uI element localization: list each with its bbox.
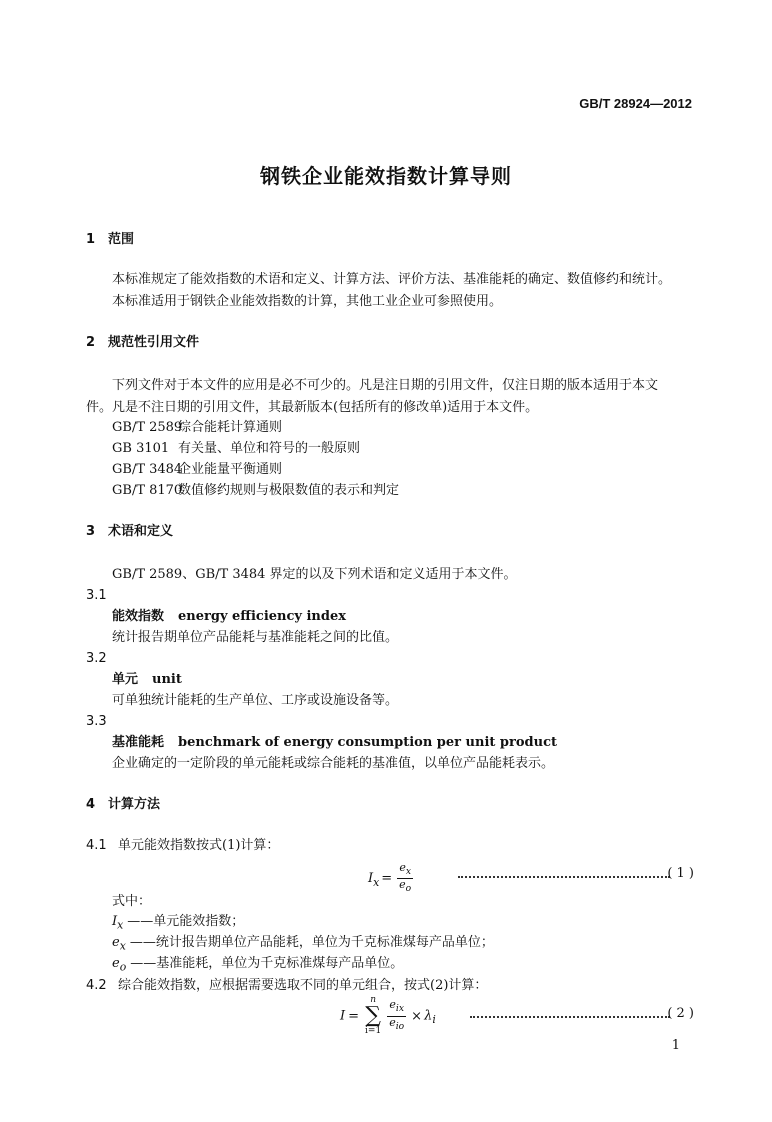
eq-fraction [397, 862, 413, 895]
sum-upper-limit: n [370, 995, 377, 1005]
equation-number: ( 2 ) [667, 1006, 694, 1021]
subclause-number: 4.2 [86, 978, 107, 993]
equation-number: ( 1 ) [667, 866, 694, 881]
section-4-heading [86, 795, 160, 815]
equation-1 [368, 862, 416, 897]
reference-title: 企业能量平衡通则 [178, 462, 283, 477]
reference-title: 有关量、单位和符号的一般原则 [178, 441, 361, 456]
term-heading [112, 733, 557, 753]
subclause-number: 4.1 [86, 838, 107, 853]
reference-code: GB/T 3484 [112, 462, 183, 477]
eq-fraction [387, 999, 406, 1032]
term-heading [112, 607, 346, 627]
var-subscript: o [119, 960, 127, 974]
eq-equals: = [381, 871, 393, 887]
eq-denominator: e [389, 1015, 396, 1029]
section-number: 3 [86, 524, 96, 539]
var-symbol: e [112, 956, 120, 971]
reference-item [112, 418, 282, 438]
leader-dots [458, 876, 670, 878]
term-definition: 可单独统计能耗的生产单位、工序或设施设备等。 [112, 693, 399, 708]
variable-definition [112, 954, 403, 978]
var-description: ——基准能耗，单位为千克标准煤每产品单位。 [130, 956, 404, 971]
section-title: 规范性引用文件 [108, 335, 200, 350]
reference-item [112, 481, 399, 501]
section-2-heading [86, 333, 199, 353]
reference-title: 数值修约规则与极限数值的表示和判定 [178, 483, 400, 498]
term-english: benchmark of energy consumption per unit product [178, 735, 557, 750]
var-description: ——单元能效指数； [127, 914, 245, 929]
eq-numerator: e [389, 998, 396, 1012]
section-title: 计算方法 [108, 797, 161, 812]
subclause-text: 综合能效指数，应根据需要选取不同的单元组合，按式(2)计算： [118, 978, 488, 993]
section-3-heading [86, 522, 173, 542]
document-title: 钢铁企业能效指数计算导则 [260, 164, 512, 188]
eq-lambda: λ [424, 1008, 433, 1024]
reference-item [112, 439, 360, 459]
term-definition: 统计报告期单位产品能耗与基准能耗之间的比值。 [112, 630, 399, 645]
term-number: 3.1 [86, 588, 107, 603]
var-subscript: x [119, 939, 126, 953]
page-number: 1 [671, 1038, 680, 1053]
term-definition: 企业确定的一定阶段的单元能耗或综合能耗的基准值，以单位产品能耗表示。 [112, 756, 555, 771]
eq-denominator: e [399, 878, 406, 892]
reference-code: GB/T 8170 [112, 483, 183, 498]
reference-title: 综合能耗计算通则 [178, 420, 283, 435]
section-1-heading [86, 230, 134, 250]
reference-code: GB 3101 [112, 441, 170, 456]
eq-subscript: o [405, 883, 412, 895]
var-description: ——统计报告期单位产品能耗，单位为千克标准煤每产品单位； [129, 935, 494, 950]
eq-subscript: ix [395, 1003, 404, 1015]
paragraph: 本标准适用于钢铁企业能效指数的计算，其他工业企业可参照使用。 [112, 294, 503, 309]
term-heading [112, 670, 182, 690]
section-number: 1 [86, 232, 96, 247]
sum-lower-limit: i=1 [365, 1026, 382, 1036]
eq-symbol: I [368, 871, 374, 887]
eq-symbol: I [340, 1008, 346, 1024]
eq-subscript: i [432, 1013, 436, 1027]
term-chinese: 能效指数 [112, 609, 165, 624]
where-label: 式中： [112, 894, 152, 909]
standard-code: GB/T 28924—2012 [579, 96, 692, 111]
paragraph: 下列文件对于本文件的应用是必不可少的。凡是注日期的引用文件，仅注日期的版本适用于本文 [112, 378, 659, 393]
term-english: energy efficiency index [178, 609, 346, 624]
var-symbol: I [112, 914, 118, 929]
section-title: 范围 [108, 232, 135, 247]
section-number: 2 [86, 335, 96, 350]
term-chinese: 基准能耗 [112, 735, 165, 750]
reference-item [112, 460, 282, 480]
eq-equals: = [348, 1008, 360, 1024]
reference-code: GB/T 2589 [112, 420, 183, 435]
sum-symbol: ∑ [365, 1003, 381, 1028]
term-chinese: 单元 [112, 672, 139, 687]
paragraph: 本标准规定了能效指数的术语和定义、计算方法、评价方法、基准能耗的确定、数值修约和统计。 [112, 272, 672, 287]
paragraph: 件。凡是不注日期的引用文件，其最新版本(包括所有的修改单)适用于本文件。 [86, 400, 539, 415]
leader-dots [470, 1016, 670, 1018]
term-number: 3.2 [86, 651, 107, 666]
equation-2 [340, 996, 436, 1038]
term-number: 3.3 [86, 714, 107, 729]
section-number: 4 [86, 797, 96, 812]
eq-subscript: x [373, 875, 380, 889]
section-title: 术语和定义 [108, 524, 174, 539]
eq-summation [365, 996, 381, 1036]
term-english: unit [152, 672, 182, 687]
eq-subscript: x [405, 866, 412, 878]
var-subscript: x [117, 918, 124, 932]
var-symbol: e [112, 935, 120, 950]
subclause-4-1 [86, 836, 279, 856]
eq-numerator: e [399, 861, 406, 874]
eq-times: × [411, 1008, 423, 1024]
eq-subscript: io [395, 1020, 405, 1032]
paragraph: GB/T 2589、GB/T 3484 界定的以及下列术语和定义适用于本文件。 [112, 567, 517, 582]
subclause-text: 单元能效指数按式(1)计算： [118, 838, 280, 853]
subclause-4-2 [86, 976, 487, 996]
